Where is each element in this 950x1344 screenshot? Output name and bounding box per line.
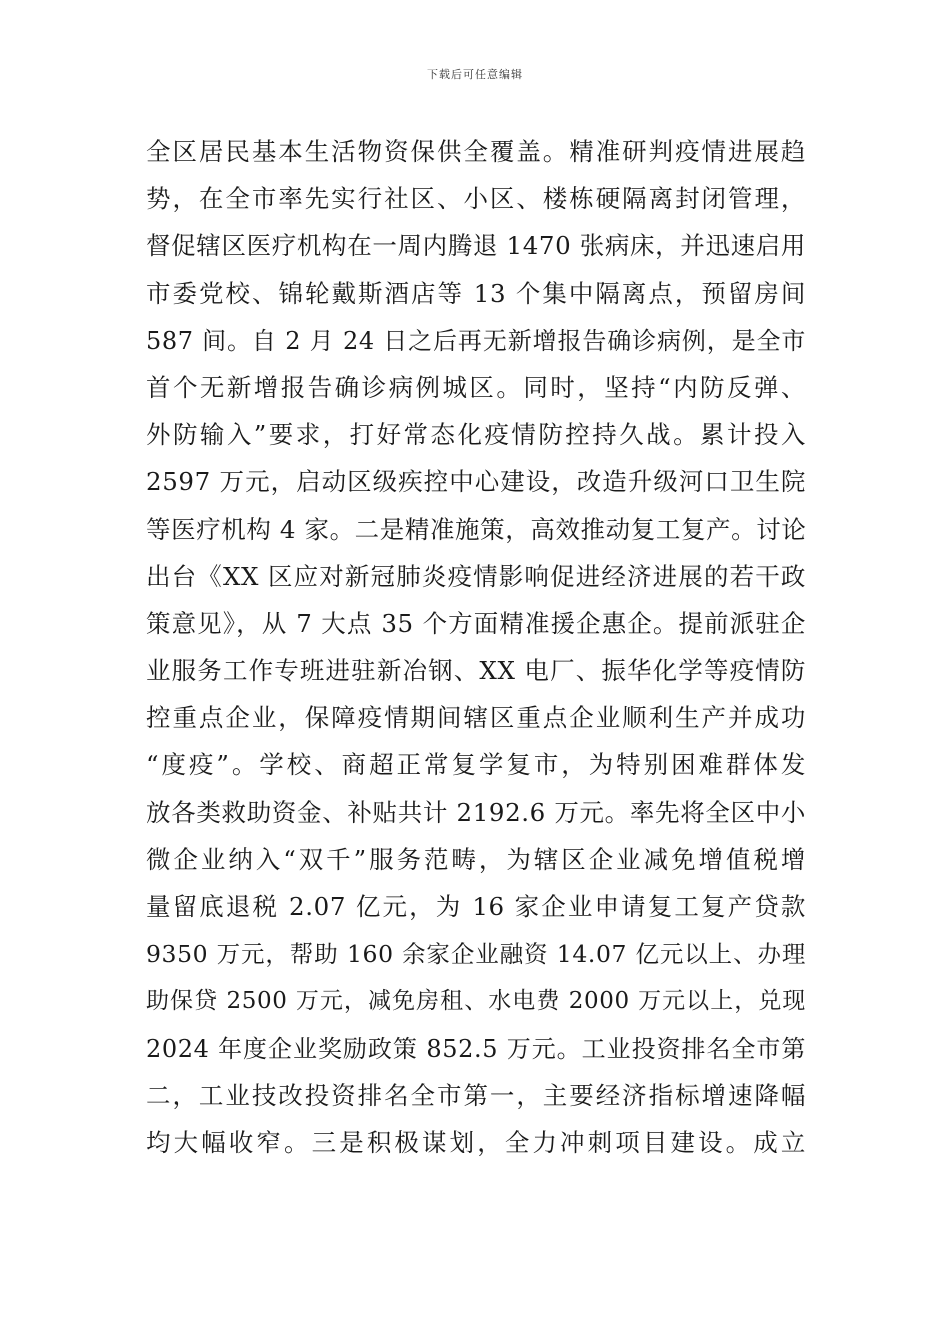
text-line: 2597 万元，启动区级疾控中心建设，改造升级河口卫生院 [146,467,806,497]
text-line: 2024 年度企业奖励政策 852.5 万元。工业投资排名全市第 [146,1034,806,1063]
text-line: 首个无新增报告确诊病例城区。同时，坚持“内防反弹、 [146,372,806,402]
text-line: 全区居民基本生活物资保供全覆盖。精准研判疫情进展趋 [146,137,806,166]
text-line: 策意见》，从 7 大点 35 个方面精准援企惠企。提前派驻企 [146,608,806,638]
text-line: 业服务工作专班进驻新冶钢、XX 电厂、振华化学等疫情防 [146,656,806,686]
text-line: 助保贷 2500 万元，减免房租、水电费 2000 万元以上，兑现 [146,988,806,1015]
text-line: “度疫”。学校、商超正常复学复市，为特别困难群体发 [146,750,806,780]
text-line: 均大幅收窄。三是积极谋划，全力冲刺项目建设。成立 [146,1127,806,1157]
text-line: 等医疗机构 4 家。二是精准施策，高效推动复工复产。讨论 [146,514,807,544]
text-line: 二，工业技改投资排名全市第一，主要经济指标增速降幅 [146,1080,806,1110]
text-line: 督促辖区医疗机构在一周内腾退 1470 张病床，并迅速启用 [146,231,806,261]
text-line: 量留底退税 2.07 亿元，为 16 家企业申请复工复产贷款 [146,892,806,921]
text-line: 出台《XX 区应对新冠肺炎疫情影响促进经济进展的若干政 [146,561,806,591]
text-line: 587 间。自 2 月 24 日之后再无新增报告确诊病例，是全市 [146,326,806,355]
text-line: 控重点企业，保障疫情期间辖区重点企业顺利生产并成功 [146,703,806,733]
page-header-note: 下载后可任意编辑 [427,68,523,81]
text-line: 微企业纳入“双千”服务范畴，为辖区企业减免增值税增 [146,844,806,874]
text-line: 外防输入”要求，打好常态化疫情防控持久战。累计投入 [146,420,806,450]
text-line: 放各类救助资金、补贴共计 2192.6 万元。率先将全区中小 [146,797,806,827]
text-line: 9350 万元，帮助 160 余家企业融资 14.07 亿元以上、办理 [146,940,806,969]
text-line: 市委党校、锦轮戴斯酒店等 13 个集中隔离点，预留房间 [146,278,806,308]
body-paragraph [146,133,806,1171]
text-line: 势，在全市率先实行社区、小区、楼栋硬隔离封闭管理， [146,184,806,214]
